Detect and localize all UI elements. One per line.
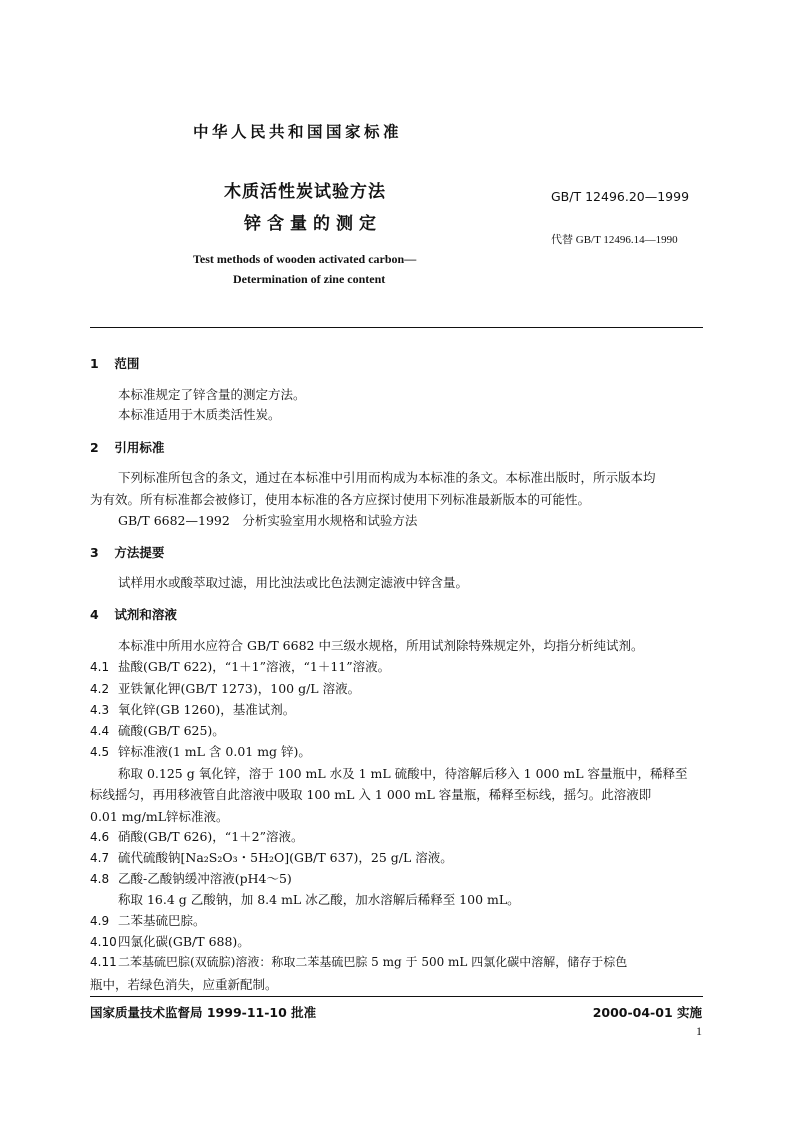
list-item — [90, 953, 627, 970]
item-text: 乙酸-乙酸钠缓冲溶液(pH4～5) — [118, 871, 292, 886]
item-text: 盐酸(GB/T 622)，“1＋1”溶液，“1＋11”溶液。 — [118, 659, 391, 674]
paragraph-line: 下列标准所包含的条文，通过在本标准中引用而构成为本标准的条文。本标准出版时，所示版本均 — [118, 470, 656, 485]
replaces-standard: 代替 GB/T 12496.14—1990 — [551, 234, 678, 246]
standard-number: GB/T 12496.20—1999 — [551, 189, 690, 204]
list-item — [90, 742, 311, 760]
footer-divider — [90, 996, 703, 997]
section-title: 试剂和溶液 — [114, 607, 177, 622]
title-cn-line2: 锌含量的测定 — [244, 214, 382, 234]
section-title: 引用标准 — [114, 440, 165, 455]
item-number: 4.1 — [90, 660, 110, 674]
paragraph-line: 本标准适用于木质类活性炭。 — [118, 407, 281, 422]
item-number: 4.3 — [90, 703, 110, 717]
list-item — [90, 721, 225, 739]
item-number: 4.10 — [90, 935, 117, 949]
item-text: 二苯基硫巴腙(双硫腙)溶液：称取二苯基硫巴腙 5 mg 于 500 mL 四氯化碳中溶解，储存于棕色 — [118, 955, 628, 969]
page-number: 1 — [696, 1024, 702, 1038]
effective-date: 2000-04-01 实施 — [592, 1005, 702, 1020]
item-text: 二苯基硫巴腙。 — [118, 913, 206, 928]
approval-text: 国家质量技术监督局 1999-11-10 批准 — [90, 1005, 317, 1020]
list-item — [90, 657, 390, 675]
item-text: 硫酸(GB/T 625)。 — [118, 723, 225, 738]
title-en-line1: Test methods of wooden activated carbon— — [193, 252, 417, 266]
item-text: 锌标准液(1 mL 含 0.01 mg 锌)。 — [118, 744, 311, 759]
list-item — [90, 700, 295, 718]
item-number: 4.8 — [90, 872, 110, 886]
item-number: 4.6 — [90, 830, 110, 844]
paragraph-line: 为有效。所有标准都会被修订，使用本标准的各方应探讨使用下列标准最新版本的可能性。 — [90, 492, 591, 507]
paragraph-line: 称取 0.125 g 氧化锌，溶于 100 mL 水及 1 mL 硫酸中，待溶解后移入 1 000 mL 容量瓶中，稀释至 — [118, 766, 688, 781]
item-text: 硝酸(GB/T 626)，“1＋2”溶液。 — [118, 829, 304, 844]
reference-line: GB/T 6682—1992 分析实验室用水规格和试验方法 — [118, 513, 418, 528]
item-text: 硫代硫酸钠[Na₂S₂O₃・5H₂O](GB/T 637)，25 g/L 溶液。 — [118, 850, 453, 865]
list-item — [90, 869, 292, 887]
item-text: 亚铁氰化钾(GB/T 1273)，100 g/L 溶液。 — [118, 681, 361, 696]
paragraph-line: 0.01 mg/mL锌标准液。 — [90, 809, 229, 824]
item-number: 4.5 — [90, 745, 110, 759]
item-number: 4.11 — [90, 955, 117, 969]
section-number: 3 — [90, 545, 99, 560]
list-item — [90, 827, 304, 845]
section-number: 2 — [90, 440, 99, 455]
section-number: 4 — [90, 607, 99, 622]
section-3-heading — [90, 543, 164, 561]
item-number: 4.2 — [90, 682, 110, 696]
section-2-heading — [90, 438, 164, 456]
list-item — [90, 932, 250, 950]
section-4-heading — [90, 605, 177, 623]
paragraph-line: 本标准中所用水应符合 GB/T 6682 中三级水规格，所用试剂除特殊规定外，均指分析纯试剂。 — [118, 638, 644, 653]
title-cn-line1: 木质活性炭试验方法 — [224, 182, 386, 202]
section-number: 1 — [90, 356, 99, 371]
paragraph-line: 称取 16.4 g 乙酸钠，加 8.4 mL 冰乙酸，加水溶解后稀释至 100 mL。 — [118, 892, 520, 907]
list-item — [90, 848, 453, 866]
header-divider — [90, 327, 703, 328]
list-item — [90, 679, 360, 697]
item-number: 4.7 — [90, 851, 110, 865]
item-number: 4.9 — [90, 914, 110, 928]
title-en-line2: Determination of zine content — [233, 272, 386, 286]
paragraph-line: 本标准规定了锌含量的测定方法。 — [118, 387, 306, 402]
paragraph-line: 瓶中，若绿色消失，应重新配制。 — [90, 977, 278, 992]
section-1-heading — [90, 354, 139, 372]
paragraph-line: 试样用水或酸萃取过滤，用比浊法或比色法测定滤液中锌含量。 — [118, 575, 469, 590]
item-text: 氧化锌(GB 1260)，基准试剂。 — [118, 702, 296, 717]
national-standard-heading: 中华人民共和国国家标准 — [193, 123, 403, 141]
paragraph-line: 标线摇匀，再用移液管自此溶液中吸取 100 mL 入 1 000 mL 容量瓶，稀释至标线，摇匀。此溶液即 — [90, 787, 652, 802]
item-text: 四氯化碳(GB/T 688)。 — [118, 934, 250, 949]
section-title: 范围 — [114, 356, 140, 371]
item-number: 4.4 — [90, 724, 110, 738]
section-title: 方法提要 — [114, 545, 165, 560]
list-item — [90, 911, 206, 929]
